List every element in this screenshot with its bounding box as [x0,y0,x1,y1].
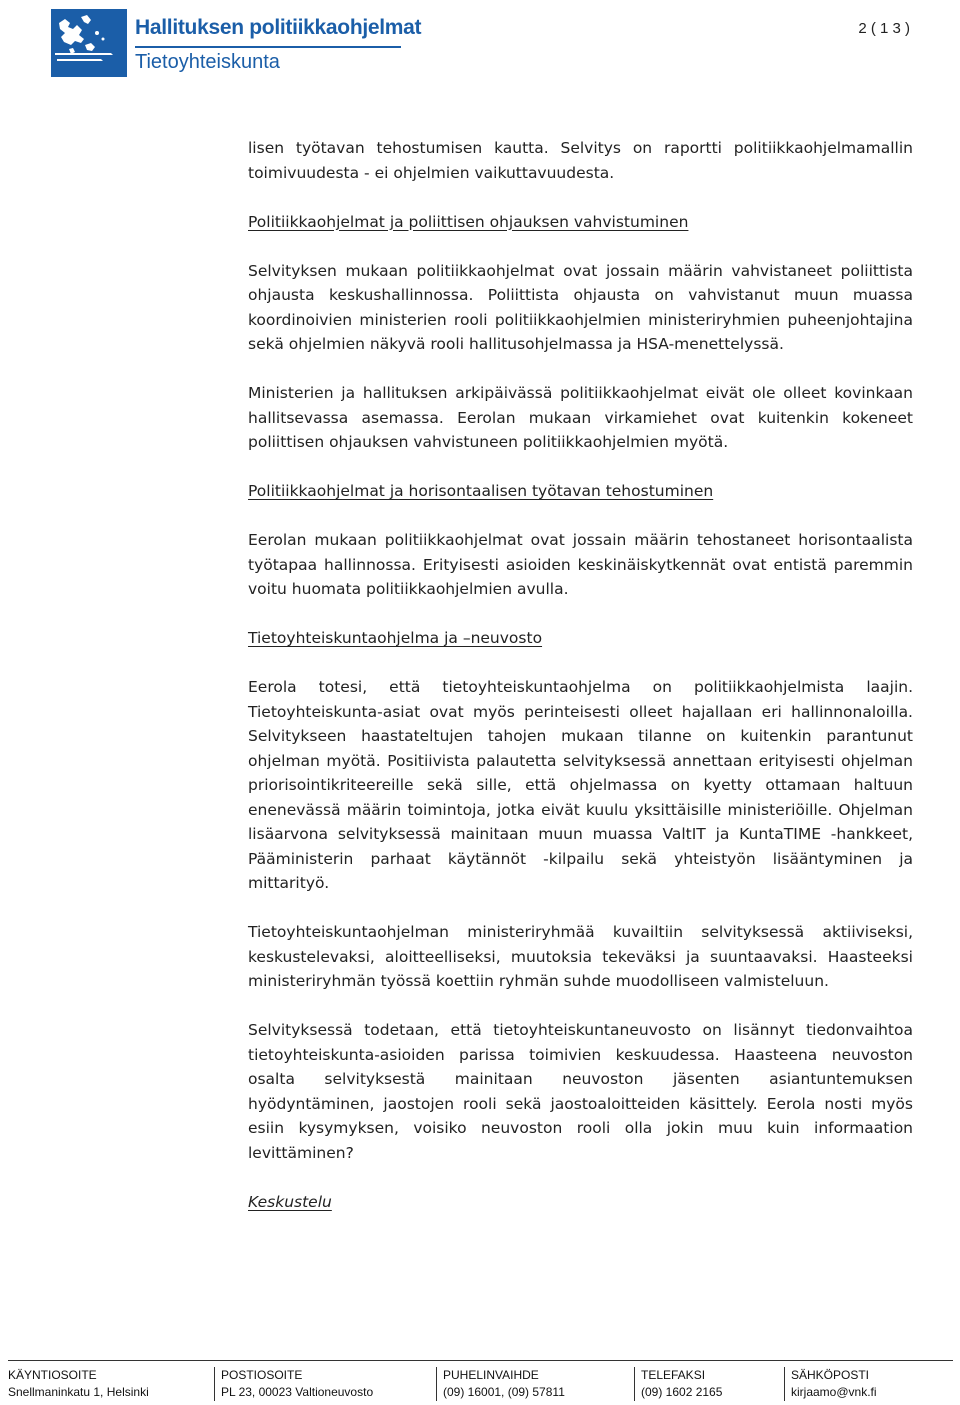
footer-label: KÄYNTIOSOITE [8,1368,97,1382]
footer-label: PUHELINVAIHDE [443,1368,539,1382]
footer-value: PL 23, 00023 Valtioneuvosto [221,1385,374,1399]
footer-value: kirjaamo@vnk.fi [791,1385,877,1399]
logo-title: Hallituksen politiikkaohjelmat [135,16,422,39]
footer-label: SÄHKÖPOSTI [791,1368,870,1382]
logo [51,9,422,79]
section-heading: Politiikkaohjelmat ja horisontaalisen työtavan tehostuminen [248,482,714,500]
section-heading: Keskustelu [248,1192,332,1211]
footer-label: TELEFAKSI [641,1368,706,1382]
paragraph: Eerolan mukaan politiikkaohjelmat ovat jossain määrin tehostaneet horisontaalista työtapaa hallinnossa. Erityisesti asioiden keskinäiskytkennät ovat entistä paremmin voitu huomata politiikkaohjelmien avulla. [248,531,913,598]
document-body [248,136,913,1239]
footer-value: (09) 16001, (09) 57811 [443,1385,565,1399]
page-number: 2 ( 1 3 ) [858,20,910,37]
footer-value: (09) 1602 2165 [641,1385,723,1399]
footer-label: POSTIOSOITE [221,1368,303,1382]
paragraph: Selvityksessä todetaan, että tietoyhteiskuntaneuvosto on lisännyt tiedonvaihtoa tietoyhteiskunta-asioiden parissa toimivien keskuudessa. Haasteena neuvoston osalta selvityksestä mainitaan neuvoston jäsenten asiantuntemuksen hyödyntäminen, jaostojen rooli sekä jaostoaloitteiden käsittely. Eerola nosti myös esiin kysymyksen, voisiko neuvoston rooli olla jokin muu kuin informaation levittäminen? [248,1021,913,1162]
logo-divider [135,46,401,48]
logo-subtitle: Tietoyhteiskunta [135,51,280,73]
section-heading: Tietoyhteiskuntaohjelma ja –neuvosto [248,629,543,647]
footer-value: Snellmaninkatu 1, Helsinki [8,1385,149,1399]
paragraph: Ministerien ja hallituksen arkipäivässä politiikkaohjelmat eivät ole olleet kovinkaan hallitsevassa asemassa. Eerolan mukaan virkamiehet ovat kuitenkin kokeneet poliittisen ohjauksen vahvistuneen politiikkaohjelmien myötä. [248,384,913,451]
footer-fax [634,1367,781,1401]
footer [8,1360,953,1401]
paragraph: Eerola totesi, että tietoyhteiskuntaohjelma on politiikkaohjelmista laajin. Tietoyhteiskunta-asiat ovat myös perinteisesti olleet hajallaan eri hallinnonaloilla. Selvitykseen haastateltujen tahojen mukaan tilanne on kuitenkin parantunut ohjelman myötä. Positiivista palautetta selvityksessä annettaan erityisesti ohjelman priorisointikriteereille sekä sille, että ohjelmassa on kyetty ottamaan haltuun enenevässä määrin toimintoja, jotka eivät kuulu yksittäisille ministeriöille. Ohjelman lisäarvona selvityksessä mainitaan muun muassa ValtIT ja KuntaTIME -hankkeet, Pääministerin parhaat käytännöt -kilpailu sekä yhteistyön lisääntyminen ja mittarityö. [248,678,913,892]
footer-visiting-address [8,1367,204,1401]
finland-map-emblem-icon [51,9,127,77]
paragraph: Tietoyhteiskuntaohjelman ministeriryhmää kuvailtiin selvityksessä aktiiviseksi, keskustelevaksi, aloitteelliseksi, muutoksia tekeväksi ja suuntaavaksi. Haasteeksi ministeriryhmän työssä koettiin ryhmän suhde muodolliseen valmisteluun. [248,923,913,990]
paragraph: Selvityksen mukaan politiikkaohjelmat ovat jossain määrin vahvistaneet poliittista ohjausta keskushallinnossa. Poliittista ohjausta on vahvistanut muun muassa koordinoivien ministerien rooli politiikkaohjelmien ministeriryhmien puheenjohtajina sekä ohjelmien näkyvä rooli hallitusohjelmassa ja HSA-menettelyssä. [248,261,913,353]
paragraph: lisen työtavan tehostumisen kautta. Selvitys on raportti politiikkaohjelmamallin toimivuudesta - ei ohjelmien vaikuttavuudesta. [248,139,913,182]
section-heading: Politiikkaohjelmat ja poliittisen ohjauksen vahvistuminen [248,212,689,231]
footer-phone [436,1367,633,1401]
footer-email [784,1367,941,1401]
footer-postal-address [214,1367,434,1401]
